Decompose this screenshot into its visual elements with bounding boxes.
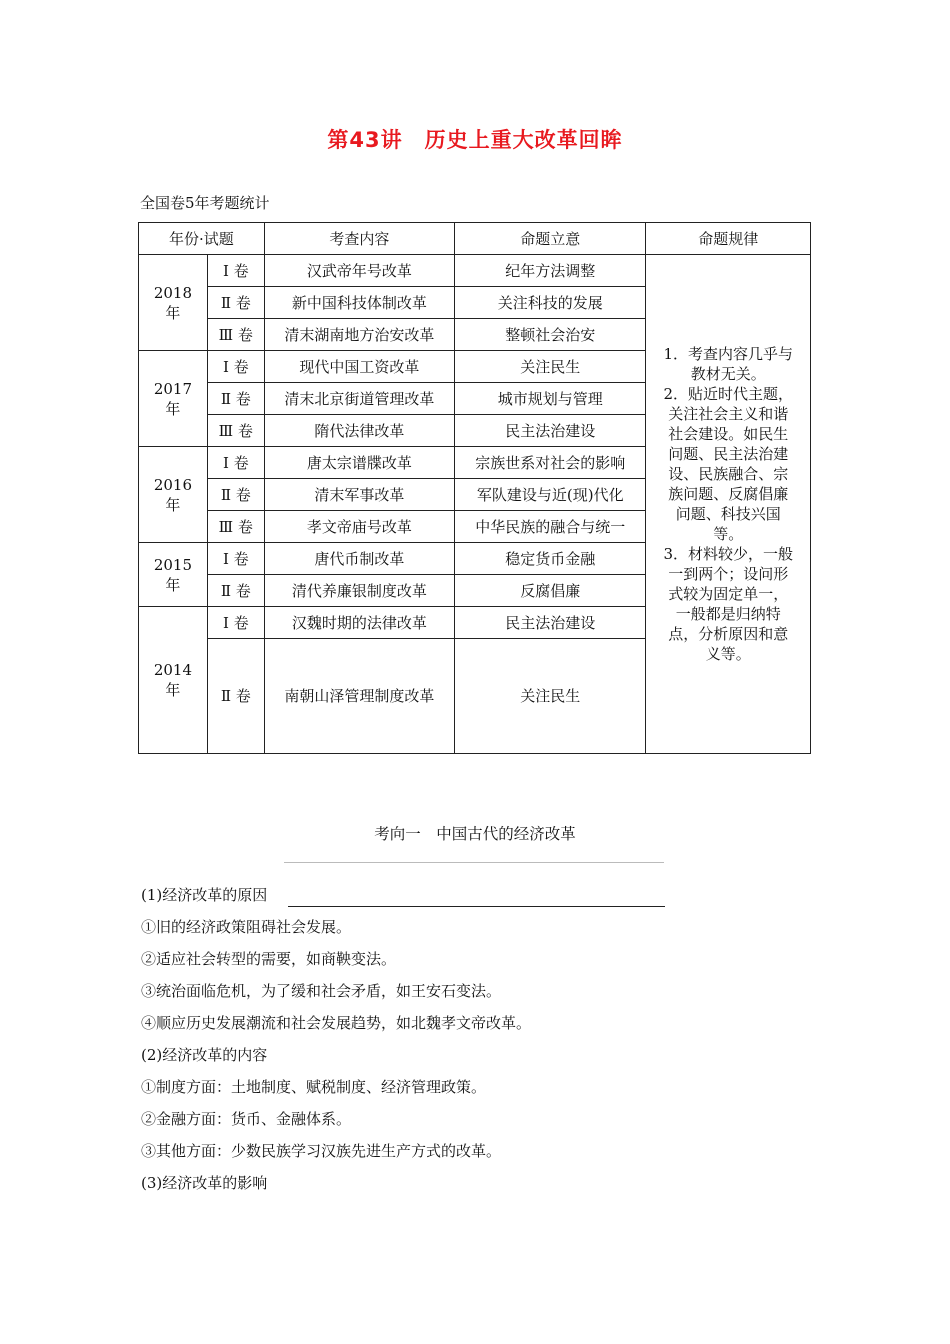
paper-cell: Ⅱ 卷: [207, 287, 264, 319]
year-cell: [139, 447, 208, 543]
intent-cell: 纪年方法调整: [455, 255, 646, 287]
intent-cell: 城市规划与管理: [455, 383, 646, 415]
rule-line: 式较为固定单一，: [668, 585, 789, 603]
content-cell: 清末北京街道管理改革: [264, 383, 454, 415]
year-number: 2017: [153, 379, 193, 398]
rule-line: 关注社会主义和谐: [668, 405, 789, 423]
intent-cell: 民主法治建设: [455, 607, 646, 639]
intent-cell: 稳定货币金融: [455, 543, 646, 575]
content-cell: 现代中国工资改革: [264, 351, 454, 383]
body-line: ④顺应历史发展潮流和社会发展趋势，如北魏孝文帝改革。: [141, 1014, 532, 1032]
year-suffix: 年: [165, 303, 181, 322]
intent-cell: 民主法治建设: [455, 415, 646, 447]
intent-cell: 反腐倡廉: [455, 575, 646, 607]
table-header-row: [139, 223, 812, 255]
header-content: 考查内容: [264, 223, 454, 255]
year-suffix: 年: [165, 575, 181, 594]
paper-cell: Ⅱ 卷: [207, 383, 264, 415]
content-cell: 清末湖南地方治安改革: [264, 319, 454, 351]
body-line: ②适应社会转型的需要，如商鞅变法。: [141, 950, 397, 968]
paper-cell: Ⅲ 卷: [207, 319, 264, 351]
year-cell: [139, 543, 208, 607]
rule-line: 义等。: [705, 645, 751, 663]
rule-line: 等。: [713, 525, 744, 543]
paper-cell: Ⅰ 卷: [207, 447, 264, 479]
paper-cell: Ⅰ 卷: [207, 607, 264, 639]
header-rules: 命题规律: [646, 223, 811, 255]
year-number: 2014: [153, 661, 193, 679]
intent-cell: 中华民族的融合与统一: [455, 511, 646, 543]
paper-cell: Ⅰ 卷: [207, 543, 264, 575]
heading-impact: (3)经济改革的影响: [141, 1174, 268, 1192]
paper-cell: Ⅰ 卷: [207, 351, 264, 383]
paper-cell: Ⅱ 卷: [207, 575, 264, 607]
section-divider: [284, 862, 664, 863]
intent-cell: 关注民生: [455, 639, 646, 754]
intent-cell: 整顿社会治安: [455, 319, 646, 351]
rule-line: 一到两个；设问形: [668, 565, 789, 583]
section-title: 考向一 中国古代的经济改革: [374, 825, 576, 843]
content-cell: 唐太宗谱牒改革: [264, 447, 454, 479]
intent-cell: 军队建设与近(现)代化: [455, 479, 646, 511]
intent-cell: 关注科技的发展: [455, 287, 646, 319]
content-cell: 汉魏时期的法律改革: [264, 607, 454, 639]
year-cell: [139, 351, 208, 447]
rule-line: 点，分析原因和意: [668, 625, 789, 643]
paper-cell: Ⅱ 卷: [207, 639, 264, 754]
year-number: 2015: [153, 555, 193, 574]
body-line: ①制度方面：土地制度、赋税制度、经济管理政策。: [141, 1078, 487, 1096]
rule-line: 族问题、反腐倡廉: [668, 485, 789, 503]
year-cell: [139, 607, 208, 754]
table-caption: 全国卷5年考题统计: [140, 194, 270, 212]
heading-content: (2)经济改革的内容: [141, 1046, 268, 1064]
year-suffix: 年: [165, 399, 181, 418]
rule-line: 一般都是归纳特: [675, 605, 781, 623]
rule-line: 3．材料较少，一般: [663, 545, 793, 563]
rule-line: 教材无关。: [690, 365, 766, 383]
header-intent: 命题立意: [455, 223, 646, 255]
table-row: [139, 255, 812, 287]
rules-cell: [646, 255, 811, 754]
header-year-paper: 年份·试题: [139, 223, 265, 255]
content-cell: 新中国科技体制改革: [264, 287, 454, 319]
content-cell: 清末军事改革: [264, 479, 454, 511]
body-line: ③统治面临危机，为了缓和社会矛盾，如王安石变法。: [141, 982, 502, 1000]
intent-cell: 宗族世系对社会的影响: [455, 447, 646, 479]
content-cell: 清代养廉银制度改革: [264, 575, 454, 607]
year-number: 2016: [153, 475, 193, 494]
paper-cell: Ⅲ 卷: [207, 511, 264, 543]
rule-line: 1．考查内容几乎与: [663, 345, 793, 363]
year-cell: [139, 255, 208, 351]
rule-line: 社会建设。如民生: [668, 425, 789, 443]
paper-cell: Ⅰ 卷: [207, 255, 264, 287]
content-cell: 汉武帝年号改革: [264, 255, 454, 287]
fill-in-blank-line: [288, 906, 665, 907]
content-cell: 唐代币制改革: [264, 543, 454, 575]
paper-cell: Ⅲ 卷: [207, 415, 264, 447]
body-line: ③其他方面：少数民族学习汉族先进生产方式的改革。: [141, 1142, 502, 1160]
year-suffix: 年: [165, 681, 181, 699]
body-line: ②金融方面：货币、金融体系。: [141, 1110, 352, 1128]
rule-line: 设、民族融合、宗: [668, 465, 789, 483]
paper-cell: Ⅱ 卷: [207, 479, 264, 511]
content-cell: 隋代法律改革: [264, 415, 454, 447]
page-title: 第43讲 历史上重大改革回眸: [327, 128, 623, 152]
heading-reasons: (1)经济改革的原因: [141, 886, 268, 904]
content-cell: 南朝山泽管理制度改革: [264, 639, 454, 754]
rule-line: 问题、科技兴国: [675, 505, 781, 523]
exam-statistics-table: [138, 222, 812, 754]
intent-cell: 关注民生: [455, 351, 646, 383]
year-number: 2018: [153, 283, 193, 302]
content-cell: 孝文帝庙号改革: [264, 511, 454, 543]
rule-line: 2．贴近时代主题，: [663, 385, 793, 403]
body-line: ①旧的经济政策阻碍社会发展。: [141, 918, 352, 936]
year-suffix: 年: [165, 495, 181, 514]
rule-line: 问题、民主法治建: [668, 445, 789, 463]
